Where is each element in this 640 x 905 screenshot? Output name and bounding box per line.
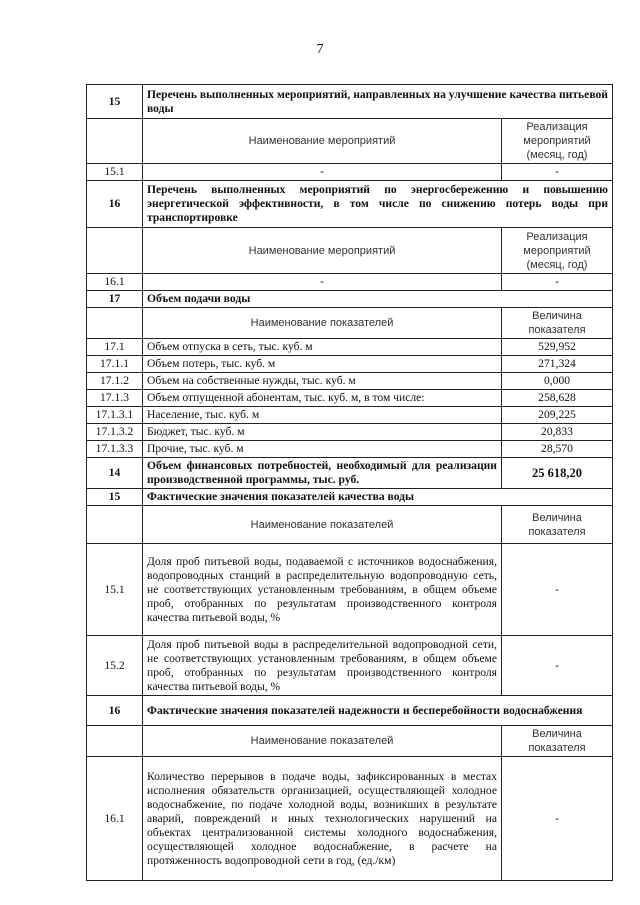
section-16-number: 16 <box>87 181 143 228</box>
section-17-title: Объем подачи воды <box>143 291 613 308</box>
section-16b-column-header-row <box>87 726 613 757</box>
row-value: 28,570 <box>502 441 613 458</box>
column-header-name: Наименование мероприятий <box>143 119 502 164</box>
empty-cell <box>87 506 143 544</box>
section-17-header-row <box>87 291 613 308</box>
row-number: 15.1 <box>87 544 143 636</box>
column-header-name: Наименование показателей <box>143 506 502 544</box>
report-table <box>86 84 613 881</box>
row-name: Население, тыс. куб. м <box>143 407 502 424</box>
table-row <box>87 373 613 390</box>
row-number: 17.1.2 <box>87 373 143 390</box>
section-16-header-row <box>87 181 613 228</box>
row-value: 258,628 <box>502 390 613 407</box>
row-number: 16.1 <box>87 274 143 291</box>
row-number: 17.1.3.3 <box>87 441 143 458</box>
section-15b-header-row <box>87 489 613 506</box>
table-row <box>87 441 613 458</box>
column-header-value: Реализация мероприятий (месяц, год) <box>502 119 613 164</box>
row-value: 271,324 <box>502 356 613 373</box>
row-value: 209,225 <box>502 407 613 424</box>
section-15-header-row <box>87 85 613 119</box>
table-row <box>87 164 613 181</box>
table-row <box>87 274 613 291</box>
table-row <box>87 356 613 373</box>
section-16-title: Перечень выполненных мероприятий по энергосбережению и повышению энергетической эффективности, в том числе по снижению потерь воды при транспортировке <box>143 181 613 228</box>
row-name: Объем потерь, тыс. куб. м <box>143 356 502 373</box>
row-number: 15.2 <box>87 636 143 696</box>
table-row <box>87 757 613 881</box>
column-header-value: Величина показателя <box>502 726 613 757</box>
row-number: 17.1 <box>87 339 143 356</box>
row-number: 17.1.3.1 <box>87 407 143 424</box>
section-14-title: Объем финансовых потребностей, необходимый для реализации производственной программы, тыс. руб. <box>143 458 502 489</box>
table-row <box>87 407 613 424</box>
row-value: - <box>502 164 613 181</box>
section-17-column-header-row <box>87 308 613 339</box>
section-15-column-header-row <box>87 119 613 164</box>
column-header-value: Величина показателя <box>502 308 613 339</box>
row-number: 17.1.1 <box>87 356 143 373</box>
section-17-number: 17 <box>87 291 143 308</box>
column-header-value: Реализация мероприятий (месяц, год) <box>502 228 613 274</box>
row-name: Объем отпущенной абонентам, тыс. куб. м, в том числе: <box>143 390 502 407</box>
row-value: - <box>502 636 613 696</box>
row-name: Доля проб питьевой воды, подаваемой с источников водоснабжения, водопроводных станций в распределительную водопроводную сеть, не соответствующих установленным требованиям, в общем объеме проб, отобранных по результатам производственного контроля качества питьевой воды, % <box>143 544 502 636</box>
column-header-name: Наименование показателей <box>143 308 502 339</box>
table-row <box>87 636 613 696</box>
column-header-name: Наименование показателей <box>143 726 502 757</box>
section-15-number: 15 <box>87 85 143 119</box>
row-name: Объем на собственные нужды, тыс. куб. м <box>143 373 502 390</box>
empty-cell <box>87 228 143 274</box>
table-row <box>87 390 613 407</box>
section-16b-number: 16 <box>87 696 143 726</box>
row-name: Количество перерывов в подаче воды, зафиксированных в местах исполнения обязательств организацией, осуществляющей холодное водоснабжение, по подаче холодной воды, возникших в результате аварий, повреждений и иных технологических нарушений на объектах централизованной системы холодного водоснабжения, осуществляющей холодное водоснабжение, в расчете на протяженность водопроводной сети в год, (ед./км) <box>143 757 502 881</box>
row-name: - <box>143 164 502 181</box>
section-15b-number: 15 <box>87 489 143 506</box>
row-name: Прочие, тыс. куб. м <box>143 441 502 458</box>
section-15-title: Перечень выполненных мероприятий, направленных на улучшение качества питьевой воды <box>143 85 613 119</box>
empty-cell <box>87 119 143 164</box>
column-header-name: Наименование мероприятий <box>143 228 502 274</box>
section-16-column-header-row <box>87 228 613 274</box>
section-14-number: 14 <box>87 458 143 489</box>
row-name: Объем отпуска в сеть, тыс. куб. м <box>143 339 502 356</box>
row-name: Бюджет, тыс. куб. м <box>143 424 502 441</box>
row-value: - <box>502 544 613 636</box>
row-name: - <box>143 274 502 291</box>
row-value: - <box>502 274 613 291</box>
column-header-value: Величина показателя <box>502 506 613 544</box>
table-row <box>87 339 613 356</box>
section-15b-title: Фактические значения показателей качества воды <box>143 489 613 506</box>
row-name: Доля проб питьевой воды в распределительной водопроводной сети, не соответствующих установленным требованиям, в общем объеме проб, отобранных по результатам производственного контроля качества питьевой воды, % <box>143 636 502 696</box>
row-number: 15.1 <box>87 164 143 181</box>
row-value: 20,833 <box>502 424 613 441</box>
row-value: 529,952 <box>502 339 613 356</box>
empty-cell <box>87 726 143 757</box>
page-number: 7 <box>316 42 324 57</box>
section-14-row <box>87 458 613 489</box>
table-row <box>87 424 613 441</box>
section-15b-column-header-row <box>87 506 613 544</box>
section-16b-header-row <box>87 696 613 726</box>
table-row <box>87 544 613 636</box>
row-number: 17.1.3.2 <box>87 424 143 441</box>
row-number: 16.1 <box>87 757 143 881</box>
section-14-value: 25 618,20 <box>502 458 613 489</box>
row-number: 17.1.3 <box>87 390 143 407</box>
row-value: 0,000 <box>502 373 613 390</box>
empty-cell <box>87 308 143 339</box>
section-16b-title: Фактические значения показателей надежности и бесперебойности водоснабжения <box>143 696 613 726</box>
row-value: - <box>502 757 613 881</box>
